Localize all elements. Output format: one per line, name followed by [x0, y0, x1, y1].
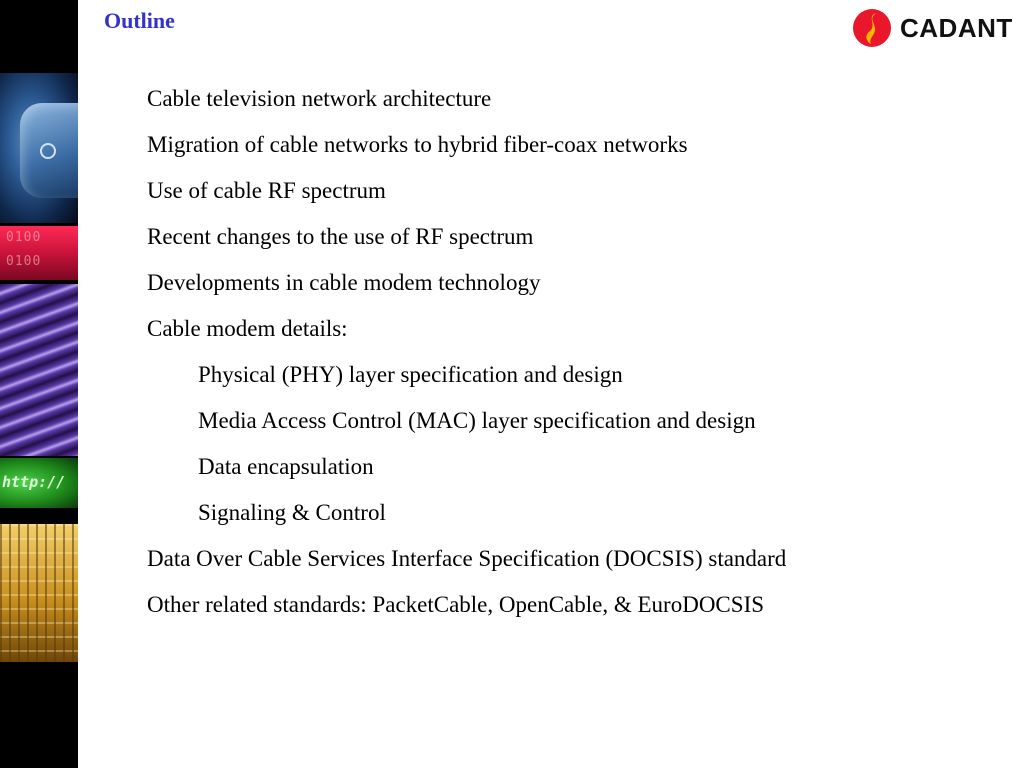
equipment-rack-image — [0, 524, 78, 662]
binary-text: 0100 — [6, 254, 42, 269]
decorative-sidebar — [0, 0, 78, 768]
modem-led-icon — [40, 143, 56, 159]
cadant-swirl-logo-icon — [852, 8, 892, 48]
list-item: Data Over Cable Services Interface Specification (DOCSIS) standard — [147, 546, 787, 571]
list-item: Cable modem details: — [147, 316, 348, 341]
list-item: Migration of cable networks to hybrid fiber-coax networks — [147, 132, 688, 157]
http-text: http:// — [2, 473, 66, 491]
list-item: Cable television network architecture — [147, 86, 492, 111]
binary-data-image — [0, 226, 78, 280]
cadant-logo — [852, 8, 1016, 50]
outline-list — [147, 84, 1007, 636]
sub-list-item: Media Access Control (MAC) layer specification and design — [198, 408, 756, 433]
logo-text: CADANT — [900, 13, 1013, 43]
fiber-optic-image — [0, 284, 78, 456]
slide-title: Outline — [104, 8, 175, 33]
list-item: Use of cable RF spectrum — [147, 178, 386, 203]
sub-list-item: Physical (PHY) layer specification and design — [198, 362, 623, 387]
cable-modem-image — [0, 73, 78, 223]
binary-text: 0100 — [6, 230, 42, 245]
http-image — [0, 458, 78, 508]
sub-list-item: Data encapsulation — [198, 454, 374, 479]
list-item: Recent changes to the use of RF spectrum — [147, 224, 534, 249]
list-item: Other related standards: PacketCable, OpenCable, & EuroDOCSIS — [147, 592, 765, 617]
sub-list-item: Signaling & Control — [198, 500, 386, 525]
list-item: Developments in cable modem technology — [147, 270, 541, 295]
